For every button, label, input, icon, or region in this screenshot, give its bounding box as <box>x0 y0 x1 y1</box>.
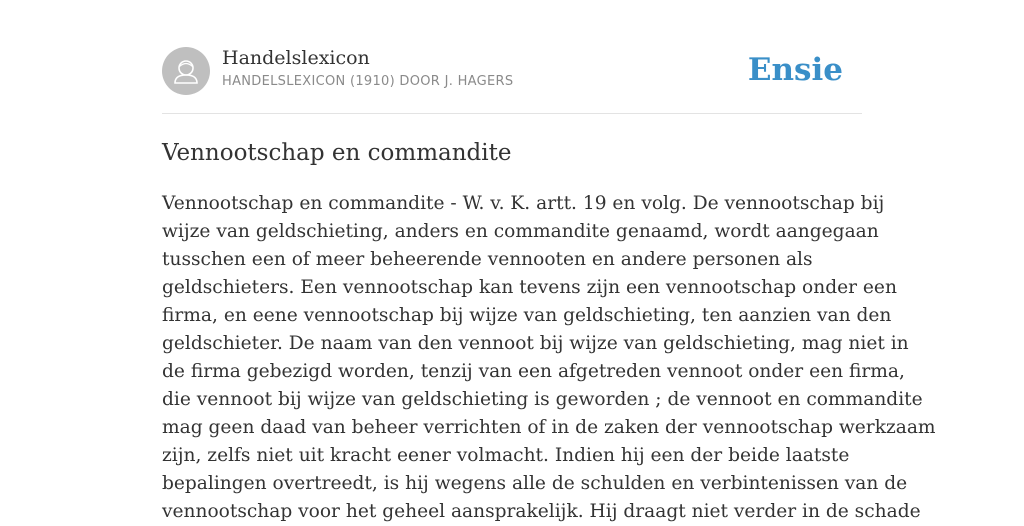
article-title: Vennootschap en commandite <box>162 140 512 166</box>
source-subtitle[interactable]: HANDELSLEXICON (1910) DOOR J. HAGERS <box>222 74 514 89</box>
article-line: geldschieter. De naam van den vennoot bij wijze van geldschieting, mag niet in <box>162 333 909 354</box>
article-line: die vennoot bij wijze van geldschieting is geworden ; de vennoot en commandite <box>162 389 923 410</box>
user-icon-glyph <box>162 47 210 95</box>
article-line: bepalingen overtreedt, is hij wegens alle de schulden en verbintenissen van de <box>162 473 908 494</box>
article-line: wijze van geldschieting, anders en commandite genaamd, wordt aangegaan <box>162 221 879 242</box>
source-header <box>162 46 862 96</box>
article-line: zijn, zelfs niet uit kracht eener volmacht. Indien hij een der beide laatste <box>162 445 850 466</box>
article-body <box>162 190 936 526</box>
article-line: mag geen daad van beheer verrichten of in de zaken der vennootschap werkzaam <box>162 417 936 438</box>
header-divider <box>162 113 862 114</box>
article-line: tusschen een of meer beheerende vennooten en andere personen als <box>162 249 813 270</box>
user-icon <box>162 47 210 95</box>
article-line: vennootschap voor het geheel aansprakelijk. Hij draagt niet verder in de schade <box>162 501 921 522</box>
source-title[interactable]: Handelslexicon <box>222 47 370 69</box>
article-line: geldschieters. Een vennootschap kan tevens zijn een vennootschap onder een <box>162 277 897 298</box>
ensie-logo[interactable]: Ensie <box>747 52 843 88</box>
article-line: firma, en eene vennootschap bij wijze van geldschieting, ten aanzien van den <box>162 305 892 326</box>
article-line: de firma gebezigd worden, tenzij van een afgetreden vennoot onder een firma, <box>162 361 905 382</box>
article-line: Vennootschap en commandite - W. v. K. artt. 19 en volg. De vennootschap bij <box>162 193 885 214</box>
